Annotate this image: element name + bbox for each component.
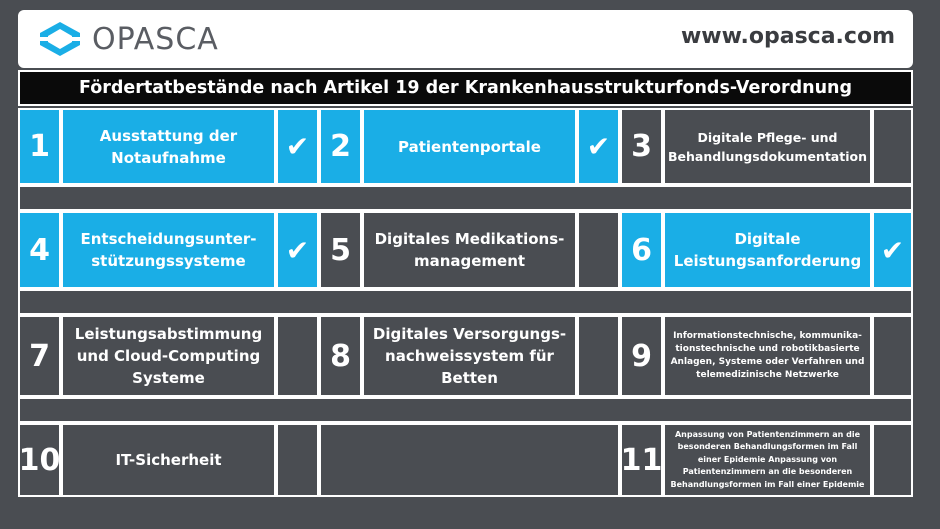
item-11-check-cell [872,423,913,497]
item-4-number: 4 [18,211,61,289]
table-title: Fördertatbestände nach Artikel 19 der Krankenhausstrukturfonds-Verordnung [18,70,913,106]
row-separator [18,397,913,423]
empty-cell [319,423,620,497]
item-9-check-cell [872,315,913,397]
item-6-check-icon: ✔ [872,211,913,289]
opasca-logo[interactable] [36,20,219,58]
item-2-number: 2 [319,108,362,185]
website-url[interactable]: www.opasca.com [680,24,895,49]
item-8-label: Digitales Versorgungs-nachweissystem für Betten [362,315,577,397]
opasca-logo-icon [36,20,84,58]
item-5-number: 5 [319,211,362,289]
header [18,10,913,68]
item-2-check-icon: ✔ [577,108,620,185]
item-6-number: 6 [620,211,663,289]
row-separator [18,185,913,211]
item-7-number: 7 [18,315,61,397]
item-1-number: 1 [18,108,61,185]
item-4-label: Entscheidungsunter-stützungssysteme [61,211,276,289]
item-7-check-cell [276,315,319,397]
item-8-number: 8 [319,315,362,397]
item-4-check-icon: ✔ [276,211,319,289]
item-1-label: Ausstattung der Notaufnahme [61,108,276,185]
item-6-label: Digitale Leistungsanforderung [663,211,872,289]
item-10-label: IT-Sicherheit [61,423,276,497]
item-9-number: 9 [620,315,663,397]
item-2-label: Patientenportale [362,108,577,185]
item-11-label: Anpassung von Patientenzimmern an die besonderen Behandlungsformen im Fall einer Epidemie Anpassung von Patientenzimmern an die besonderen Behandlungsformen im Fall einer Epidemie [663,423,872,497]
item-5-label: Digitales Medikations-management [362,211,577,289]
item-1-check-icon: ✔ [276,108,319,185]
brand-name: OPASCA [92,21,219,57]
item-3-label: Digitale Pflege- und Behandlungsdokumentation [663,108,872,185]
item-7-label: Leistungsabstimmung und Cloud-Computing Systeme [61,315,276,397]
item-10-check-cell [276,423,319,497]
item-11-number: 11 [620,423,663,497]
item-8-check-cell [577,315,620,397]
item-9-label: Informationstechnische, kommunika-tionstechnische und robotikbasierte Anlagen, Systeme oder Verfahren und telemedizinische Netzwerke [663,315,872,397]
item-10-number: 10 [18,423,61,497]
item-3-number: 3 [620,108,663,185]
item-3-check-cell [872,108,913,185]
item-5-check-cell [577,211,620,289]
row-separator [18,289,913,315]
